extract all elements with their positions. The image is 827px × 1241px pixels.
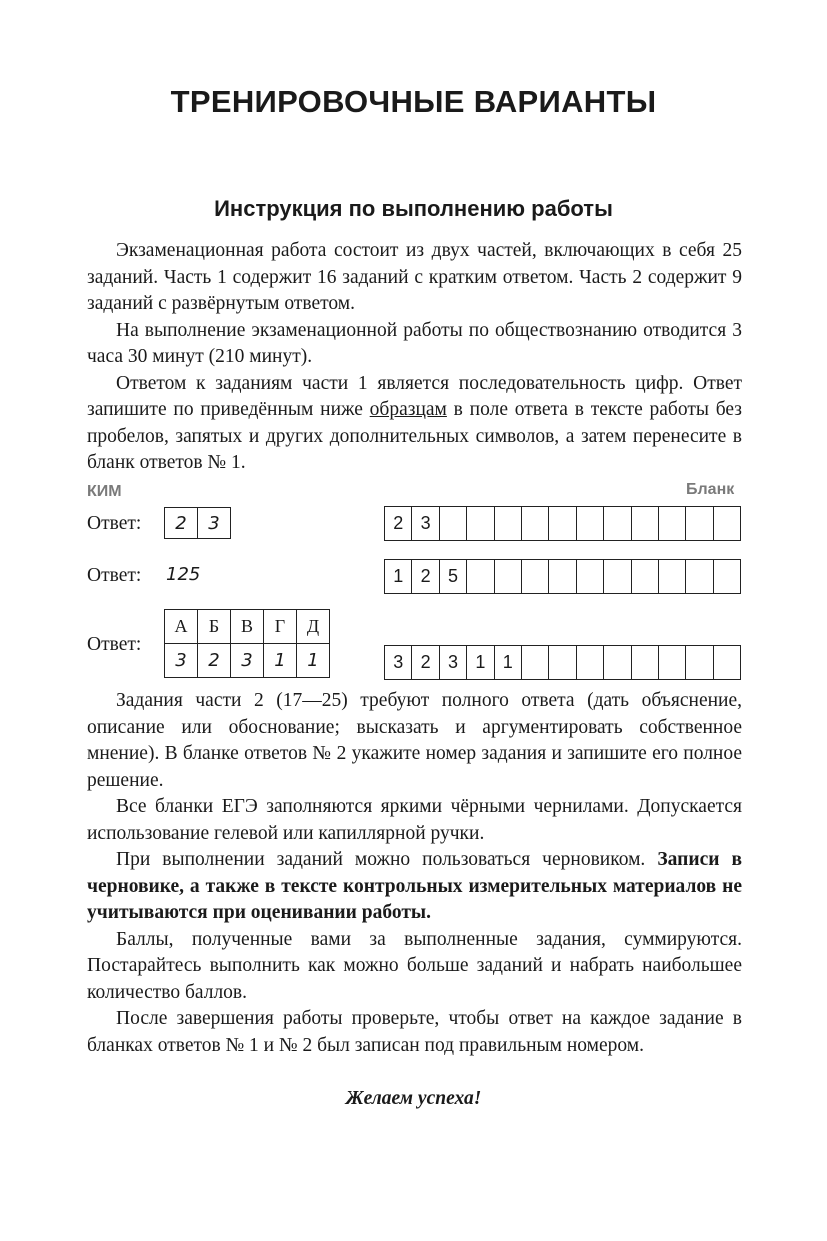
grid-cell: 3 xyxy=(385,646,412,679)
grid-cell xyxy=(549,507,576,540)
grid-cell xyxy=(522,646,549,679)
grid-cell xyxy=(577,646,604,679)
paragraph: Баллы, полученные вами за выполненные задания, суммируются. Постарайтесь выполнить как можно больше заданий и набрать наибольшее количество баллов. xyxy=(87,928,742,1003)
grid-cell xyxy=(522,507,549,540)
kim-cell: 1 xyxy=(297,644,330,678)
paragraph: На выполнение экзаменационной работы по обществознанию отводится 3 часа 30 минут (210 минут). xyxy=(87,319,742,367)
grid-cell xyxy=(686,646,713,679)
kim-cell: 3 xyxy=(231,644,264,678)
paragraph: После завершения работы проверьте, чтобы ответ на каждое задание в бланках ответов № 1 и № 2 был записан под правильным номером. xyxy=(87,1008,742,1056)
kim-label: КИМ xyxy=(87,483,122,500)
kim-cell: 1 xyxy=(264,644,297,678)
grid-cell xyxy=(659,646,686,679)
kim-cell: 2 xyxy=(198,644,231,678)
column-header: А xyxy=(165,610,198,644)
column-header: Г xyxy=(264,610,297,644)
bold-emphasis: Записи в черновике, а также в тексте контрольных измерительных материалов не учитываются при оценивании работы. xyxy=(87,849,742,923)
grid-cell xyxy=(440,507,467,540)
closing-wish: Желаем успеха! xyxy=(345,1088,482,1109)
paragraph: Экзаменационная работа состоит из двух частей, включающих в себя 25 заданий. Часть 1 содержит 16 заданий с кратким ответом. Часть 2 содержит 9 заданий с развёрнутым ответом. xyxy=(87,240,742,314)
grid-cell xyxy=(549,560,576,593)
paragraph: Все бланки ЕГЭ заполняются яркими чёрными чернилами. Допускается использование гелевой или капиллярной ручки. xyxy=(87,796,742,844)
grid-cell xyxy=(632,646,659,679)
grid-cell xyxy=(714,646,740,679)
grid-cell: 3 xyxy=(440,646,467,679)
section-title: Инструкция по выполнению работы xyxy=(214,196,613,221)
grid-cell xyxy=(659,507,686,540)
blank-answer-grid-1 xyxy=(384,506,741,541)
blank-answer-grid-2 xyxy=(384,559,741,594)
blank-label: Бланк xyxy=(686,481,735,498)
grid-cell xyxy=(577,507,604,540)
grid-cell xyxy=(714,560,740,593)
kim-cell: 3 xyxy=(165,644,198,678)
paragraph-draft-note: При выполнении заданий можно пользоваться черновиком. Записи в черновике, а также в тексте контрольных измерительных материалов не учитываются при оценивании работы. xyxy=(87,849,742,923)
grid-cell: 1 xyxy=(467,646,494,679)
grid-cell: 3 xyxy=(412,507,439,540)
answer-label: Ответ: xyxy=(87,513,142,534)
kim-answer-box-1 xyxy=(164,507,231,539)
kim-handwritten-answer: 125 xyxy=(166,564,201,585)
grid-cell: 2 xyxy=(412,560,439,593)
page-title: ТРЕНИРОВОЧНЫЕ ВАРИАНТЫ xyxy=(170,84,657,119)
kim-cell: 2 xyxy=(165,508,198,539)
grid-cell xyxy=(686,560,713,593)
grid-cell xyxy=(686,507,713,540)
grid-cell xyxy=(604,560,631,593)
grid-cell: 1 xyxy=(385,560,412,593)
grid-cell xyxy=(604,507,631,540)
kim-answer-table-3 xyxy=(164,609,330,678)
grid-cell xyxy=(467,560,494,593)
column-header: В xyxy=(231,610,264,644)
answer-label: Ответ: xyxy=(87,634,142,655)
grid-cell xyxy=(467,507,494,540)
column-header: Д xyxy=(297,610,330,644)
grid-cell xyxy=(632,507,659,540)
grid-cell xyxy=(604,646,631,679)
paragraph: Задания части 2 (17—25) требуют полного ответа (дать объяснение, описание или обоснование; высказать и аргументировать собственное мнение). В бланке ответов № 2 укажите номер задания и запишите его полное решение. xyxy=(87,690,742,791)
grid-cell: 2 xyxy=(385,507,412,540)
grid-cell xyxy=(522,560,549,593)
grid-cell: 2 xyxy=(412,646,439,679)
grid-cell xyxy=(549,646,576,679)
grid-cell xyxy=(495,507,522,540)
answer-label: Ответ: xyxy=(87,565,142,586)
grid-cell xyxy=(495,560,522,593)
paragraph-sample-answer: Ответом к заданиям части 1 является последовательность цифр. Ответ запишите по приведённым ниже образцам в поле ответа в тексте работы без пробелов, запятых и других дополнительных символов, а затем перенесите в бланк ответов № 1. xyxy=(87,372,742,473)
blank-answer-grid-3 xyxy=(384,645,741,680)
kim-cell: 3 xyxy=(198,508,231,539)
instructions-bottom xyxy=(87,688,742,1059)
grid-cell: 5 xyxy=(440,560,467,593)
grid-cell xyxy=(659,560,686,593)
grid-cell: 1 xyxy=(495,646,522,679)
grid-cell xyxy=(632,560,659,593)
underlined-word: образцам xyxy=(369,399,447,420)
instructions-top xyxy=(87,238,742,477)
grid-cell xyxy=(714,507,740,540)
column-header: Б xyxy=(198,610,231,644)
grid-cell xyxy=(577,560,604,593)
